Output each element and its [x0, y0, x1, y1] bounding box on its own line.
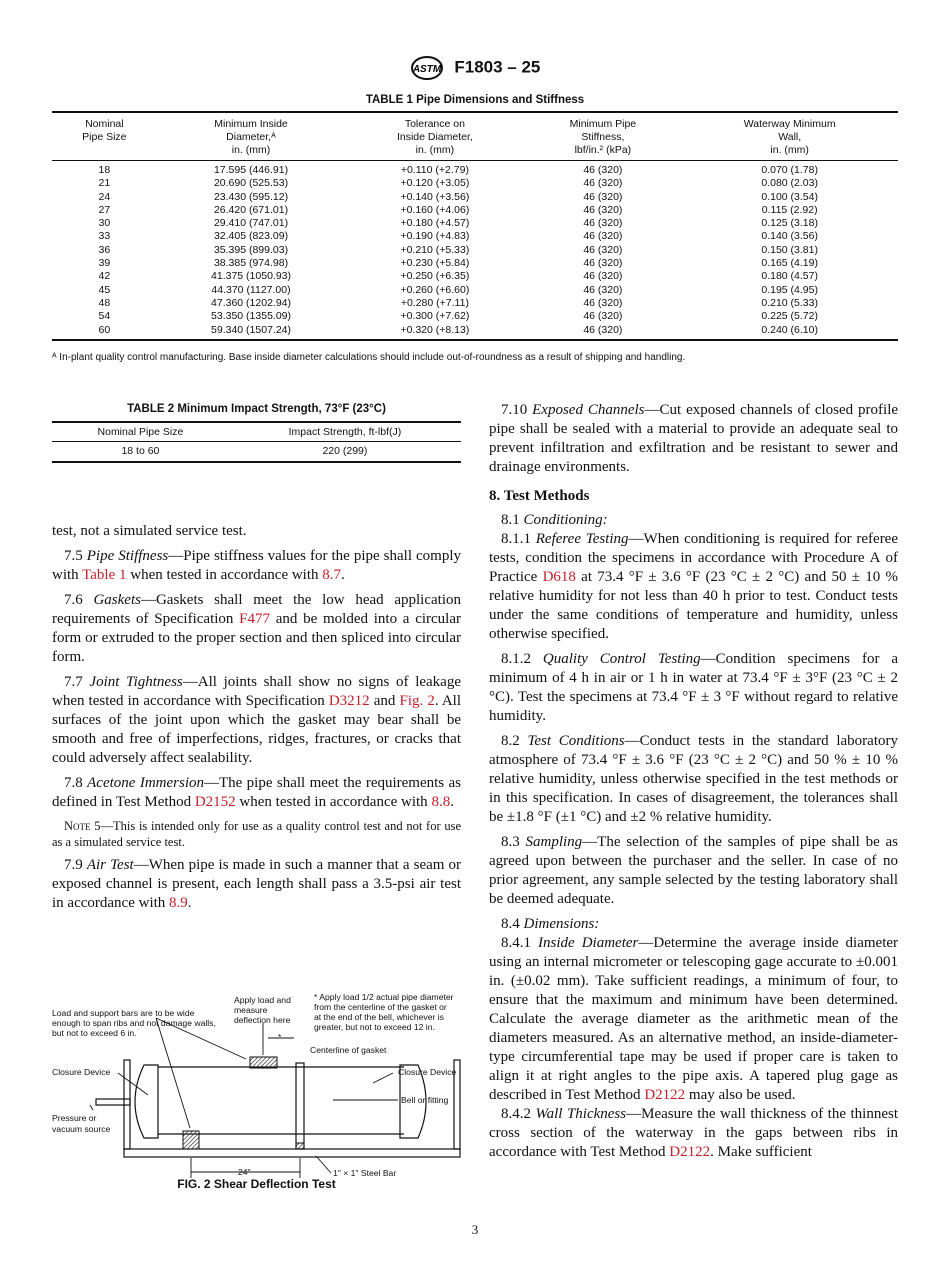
table-cell: 17.595 (446.91): [213, 164, 289, 176]
table-cell: 35.395 (899.03): [213, 243, 289, 256]
table-cell: 60: [98, 323, 111, 336]
section-title: Test Conditions: [527, 733, 625, 749]
table-cell: 42: [98, 270, 111, 283]
table-row: [52, 217, 898, 230]
figure-label: Bell or fitting: [401, 1095, 449, 1105]
note-paragraph: [52, 818, 461, 850]
table-row: [52, 177, 898, 190]
header-line: in. (mm): [231, 144, 271, 156]
section-title: Joint Tightness: [89, 674, 183, 690]
section-title: Sampling: [525, 834, 583, 850]
table-cell: 46 (320): [583, 323, 623, 336]
table1-footnote: ᴬ In-plant quality control manufacturing. Base inside diameter calculations should include out-of-roundness as a result of shipping and handling.: [52, 352, 686, 363]
table-cell: 46 (320): [583, 270, 623, 283]
table1-pipe-dimensions: [52, 111, 898, 341]
text-run: 8.4.2: [501, 1106, 536, 1122]
section-title: Pipe Stiffness: [86, 548, 169, 564]
table-row: [52, 257, 898, 270]
table-cell: 0.240 (6.10): [761, 323, 818, 336]
section-title: Air Test: [86, 857, 134, 873]
table-row: [52, 204, 898, 217]
table-cell: 24: [98, 190, 111, 203]
text-run: . Make sufficient: [710, 1144, 812, 1160]
header-line: Tolerance on: [404, 118, 465, 130]
table-cell: 46 (320): [583, 164, 623, 176]
text-run: —Determine the average inside diameter using an internal micrometer or telescoping gage accurate to ±0.001 in. (±0.02 mm). Take sufficient readings, a minimum of four, to ensure that the maximum and minimum have been determined. Calculate the average diameter as the arithmetic mean of the diameters measured. As an alternative method, an inside-diameter-type circumferential tape may be used if proper care is taken to align it at right angles to the pipe axis. A tapered plug gage as described in Test Method: [489, 935, 899, 1103]
paragraph: [489, 401, 898, 477]
header-line: Wall,: [778, 131, 802, 143]
reference-link[interactable]: D2122: [644, 1087, 686, 1103]
steel-bar: [296, 1143, 304, 1149]
table-cell: 0.225 (5.72): [761, 310, 818, 323]
text-run: at 73.4 °F ± 3.6 °F (23 °C ± 2 °C) and 50 ± 10 % relative humidity for not less than 40 h prior to test. Conduct tests under the same conditions of temperature and humidity, unless otherwise specified.: [489, 569, 898, 642]
figure-label: at the end of the bell, whichever is: [314, 1012, 444, 1022]
reference-link[interactable]: D2122: [669, 1144, 711, 1160]
header-line: Inside Diameter,: [396, 131, 473, 143]
table1-header: [681, 112, 898, 161]
paragraph: [52, 547, 461, 585]
table-cell: 46 (320): [583, 203, 623, 216]
shear-deflection-figure: [48, 978, 468, 1178]
section-title: Conditioning:: [523, 512, 608, 528]
table-row: [52, 161, 898, 178]
header-line: Pipe Size: [82, 131, 127, 143]
table-cell: +0.210 (+5.33): [400, 243, 470, 256]
right-column-text: [489, 401, 898, 1168]
table-cell: 47.360 (1202.94): [211, 296, 291, 309]
table-cell: +0.190 (+4.83): [400, 230, 470, 243]
table-cell: 0.165 (4.19): [761, 257, 818, 270]
text-run: may also be used.: [685, 1087, 796, 1103]
paragraph: [489, 915, 898, 934]
text-run: when tested in accordance with: [235, 794, 432, 810]
text-run: 8.1: [501, 512, 524, 528]
table-cell: 46 (320): [583, 230, 623, 243]
table-cell: +0.250 (+6.35): [400, 270, 470, 283]
page-header: [0, 56, 950, 80]
figure-caption: FIG. 2 Shear Deflection Test: [177, 1177, 336, 1191]
table-cell: +0.260 (+6.60): [400, 283, 470, 296]
section-title: Wall Thickness: [535, 1106, 627, 1122]
figure-label: enough to span ribs and not damage walls,: [52, 1018, 216, 1028]
text-run: 8. Test Methods: [489, 488, 590, 504]
text-run: 7.9: [64, 857, 87, 873]
figure-label: greater, but not to exceed 12 in.: [314, 1022, 435, 1032]
figure-label: Closure Device: [52, 1067, 111, 1077]
reference-link[interactable]: D3212: [328, 693, 370, 709]
svg-text:ASTM: ASTM: [412, 64, 441, 75]
table2-title: TABLE 2 Minimum Impact Strength, 73°F (23°C): [127, 403, 386, 415]
table-cell: +0.180 (+4.57): [400, 217, 470, 230]
reference-link[interactable]: Table 1: [82, 567, 127, 583]
reference-link[interactable]: D2152: [194, 794, 236, 810]
figure-label: 1" × 1" Steel Bar: [333, 1168, 397, 1178]
table-cell: +0.120 (+3.05): [400, 177, 470, 190]
paragraph: [52, 856, 461, 913]
text-run: —Conduct tests in the standard laboratory atmosphere of 73.4 °F ± 3.6 °F (23 °C ± 2 °C) and 50 % ± 10 % relative humidity, unless otherwise specified in the test methods or in this specification. In cases of disagreement, the tolerances shall be ±1.8 °F (±1 °C) and ±2 % relative humidity.: [489, 733, 898, 825]
section-title: Inside Diameter: [538, 935, 639, 951]
paragraph: [489, 511, 898, 530]
header-line: Waterway Minimum: [743, 118, 836, 130]
table-cell: 33: [98, 230, 111, 243]
figure-label: vacuum source: [52, 1124, 111, 1134]
table-cell: 0.070 (1.78): [761, 164, 818, 176]
text-run: 7.6: [64, 592, 94, 608]
table-cell: 59.340 (1507.24): [211, 323, 291, 336]
table-row: [52, 297, 898, 310]
table-cell: 21: [98, 177, 111, 190]
table-cell: +0.230 (+5.84): [400, 257, 470, 270]
text-run: . All surfaces of the joint upon which the gasket may bear shall be smooth and free of imperfections, ridges, fractures, or cracks that could adversely affect sealability.: [52, 693, 461, 766]
header-line: Stiffness,: [581, 131, 625, 143]
text-run: —Pipe stiffness values for the pipe shall comply with: [52, 548, 461, 583]
text-run: and: [369, 693, 400, 709]
text-run: 7.8: [64, 775, 88, 791]
left-column-text: [52, 522, 461, 919]
reference-link[interactable]: F477: [239, 611, 270, 627]
table-cell: 46 (320): [583, 310, 623, 323]
text-run: .: [187, 895, 192, 911]
table-cell: 0.180 (4.57): [761, 270, 818, 283]
section-title: Quality Control Testing: [542, 651, 701, 667]
text-run: 8.1.1: [501, 531, 536, 547]
table-cell: 0.210 (5.33): [761, 296, 818, 309]
table-cell: 0.150 (3.81): [761, 243, 818, 256]
table-cell: +0.110 (+2.79): [400, 164, 469, 176]
table-cell: 48: [98, 296, 111, 309]
table-cell: +0.140 (+3.56): [400, 190, 470, 203]
table-cell: +0.320 (+8.13): [400, 323, 470, 336]
figure-label: Closure Device: [398, 1067, 457, 1077]
paragraph: [489, 732, 898, 827]
section-title: Acetone Immersion: [87, 775, 204, 791]
header-line: Nominal: [85, 118, 124, 130]
text-run: —When conditioning is required for referee tests, condition the specimens in accordance with Procedure A of Practice: [489, 531, 899, 585]
header-line: lbf/in.² (kPa): [574, 144, 632, 156]
figure-label: *: [278, 1032, 282, 1042]
table-cell: 41.375 (1050.93): [211, 270, 291, 283]
table-cell: 46 (320): [583, 190, 623, 203]
section-title: Exposed Channels: [532, 402, 645, 418]
header-line: in. (mm): [770, 144, 809, 156]
paragraph: [489, 530, 898, 644]
table-row: [52, 442, 461, 463]
figure-label: deflection here: [234, 1015, 291, 1025]
table-cell: 220 (299): [322, 445, 368, 457]
table-cell: 0.080 (2.03): [761, 177, 818, 190]
table1-header: [52, 112, 157, 161]
table-cell: 18: [98, 164, 111, 176]
paragraph: [489, 833, 898, 909]
table-cell: 46 (320): [583, 283, 623, 296]
paragraph: [489, 934, 898, 1105]
figure-label: Centerline of gasket: [310, 1045, 387, 1055]
table-cell: 46 (320): [583, 296, 623, 309]
text-run: and be molded into a circular form or extruded to the proper section and then spliced into circular form.: [52, 611, 461, 665]
paragraph: [52, 774, 461, 812]
table-row: [52, 284, 898, 297]
header-line: in. (mm): [415, 144, 455, 156]
table-row: [52, 244, 898, 257]
section-title: Referee Testing: [535, 531, 629, 547]
table-cell: 18 to 60: [121, 445, 160, 457]
table-cell: 39: [98, 257, 111, 270]
page-number: 3: [471, 1222, 479, 1237]
table-cell: 0.140 (3.56): [761, 230, 818, 243]
table-cell: +0.300 (+7.62): [400, 310, 470, 323]
reference-link[interactable]: D618: [542, 569, 576, 585]
table-cell: 44.370 (1127.00): [211, 283, 291, 296]
table1-header: [345, 112, 524, 161]
paragraph: [52, 522, 461, 541]
paragraph: [52, 673, 461, 768]
table1-title: TABLE 1 Pipe Dimensions and Stiffness: [365, 94, 585, 106]
text-run: —The pipe shall meet the requirements as defined in Test Method: [52, 775, 462, 810]
table-cell: +0.160 (+4.06): [400, 203, 470, 216]
table2-header: Impact Strength, ft-lbf(J): [229, 422, 461, 442]
table-cell: 46 (320): [583, 243, 623, 256]
table-cell: 0.195 (4.95): [761, 283, 818, 296]
figure-label: Apply load and: [234, 995, 291, 1005]
text-run: 7.10: [501, 402, 533, 418]
table-cell: 38.385 (974.98): [213, 257, 289, 270]
table-cell: +0.280 (+7.11): [400, 296, 469, 309]
reference-link[interactable]: Fig. 2: [399, 693, 435, 709]
table-cell: 46 (320): [583, 217, 623, 230]
text-run: —Measure the wall thickness of the thinnest cross section of the waterway in the gaps between ribs in accordance with Test Method: [489, 1106, 898, 1160]
table1-header: [157, 112, 346, 161]
text-run: —Gaskets shall meet the low head application requirements of Specification: [52, 592, 461, 627]
text-run: 8.2: [501, 733, 528, 749]
text-run: when tested in accordance with: [126, 567, 323, 583]
text-run: 8.3: [501, 834, 526, 850]
table-cell: 27: [98, 203, 111, 216]
table-cell: 53.350 (1355.09): [211, 310, 291, 323]
text-run: 5—This is intended only for use as a quality control test and not for use as a simulated service test.: [52, 819, 461, 849]
table-cell: 46 (320): [583, 257, 623, 270]
text-run: 8.4.1: [501, 935, 539, 951]
table-cell: 0.115 (2.92): [761, 203, 818, 216]
reference-link[interactable]: 8.8: [431, 794, 451, 810]
figure-label: measure: [234, 1005, 268, 1015]
section-title: Dimensions:: [523, 916, 600, 932]
section-heading: [489, 487, 898, 506]
reference-link[interactable]: 8.9: [169, 895, 188, 911]
text-run: .: [341, 567, 345, 583]
table2-impact-strength: [52, 421, 461, 463]
table-cell: 0.125 (3.18): [761, 217, 818, 230]
text-run: —Condition specimens for a minimum of 4 h in air or 1 h in water at 73.4 °F ± 3°F (23 °C ± 2 °C). Test the specimens at 73.4 °F ± 3 °F without regard to relative humidity.: [489, 651, 898, 724]
load-bar: [250, 1057, 277, 1068]
table-cell: 30: [98, 217, 111, 230]
section-title: Gaskets: [93, 592, 141, 608]
table-cell: 23.430 (595.12): [213, 190, 289, 203]
table-cell: 54: [98, 310, 111, 323]
text-run: 8.4: [501, 916, 524, 932]
figure-label: 24": [238, 1167, 251, 1177]
paragraph: [489, 1105, 898, 1162]
text-run: —When pipe is made in such a manner that a seam or exposed channel is present, each length shall pass a 3.5-psi air test in accordance with: [52, 857, 462, 911]
figure-label: Load and support bars are to be wide: [52, 1008, 195, 1018]
reference-link[interactable]: 8.7: [322, 567, 342, 583]
table-row: [52, 230, 898, 243]
table-row: [52, 191, 898, 204]
figure-label: from the centerline of the gasket or: [314, 1002, 447, 1012]
header-line: [52, 144, 157, 157]
standard-designation: F1803 – 25: [454, 57, 541, 77]
text-run: —Cut exposed channels of closed profile pipe shall be sealed with a material to provide an adequate seal to prevent infiltration and exfiltration and be resistant to sewer and drainage environments.: [489, 402, 899, 475]
header-line: Minimum Pipe: [569, 118, 637, 130]
paragraph: [52, 591, 461, 667]
figure-label: Pressure or: [52, 1113, 97, 1123]
header-line: Diameter,ᴬ: [226, 131, 276, 143]
table-cell: 20.690 (525.53): [213, 177, 289, 190]
figure-label: but not to exceed 6 in.: [52, 1028, 137, 1038]
text-run: —The selection of the samples of pipe shall be as agreed upon between the purchaser and the seller. In case of no prior agreement, any sample selected by the testing laboratory shall be deemed adequate.: [489, 834, 898, 907]
text-run: 8.1.2: [501, 651, 543, 667]
support-bar: [183, 1131, 199, 1149]
table-cell: 29.410 (747.01): [213, 217, 289, 230]
text-run: 7.5: [64, 548, 87, 564]
astm-logo-icon: [410, 56, 444, 80]
text-run: .: [450, 794, 454, 810]
table-cell: 36: [98, 243, 111, 256]
text-run: 7.7: [64, 674, 90, 690]
table-cell: 0.100 (3.54): [761, 190, 818, 203]
paragraph: [489, 650, 898, 726]
leader-arrows: [90, 1018, 398, 1178]
table-cell: 46 (320): [583, 177, 623, 190]
table-row: [52, 270, 898, 283]
table-cell: 45: [98, 283, 111, 296]
header-line: Minimum Inside: [214, 118, 288, 130]
table-row: [52, 324, 898, 340]
text-run: Note: [64, 819, 91, 833]
table-cell: 26.420 (671.01): [213, 203, 289, 216]
text-run: test, not a simulated service test.: [52, 523, 247, 539]
figure-label: * Apply load 1/2 actual pipe diameter: [314, 992, 454, 1002]
table2-header: Nominal Pipe Size: [52, 422, 229, 442]
table-row: [52, 310, 898, 323]
text-run: —All joints shall show no signs of leakage when tested in accordance with Specification: [52, 674, 461, 709]
table1-header: [524, 112, 681, 161]
table-cell: 32.405 (823.09): [213, 230, 289, 243]
